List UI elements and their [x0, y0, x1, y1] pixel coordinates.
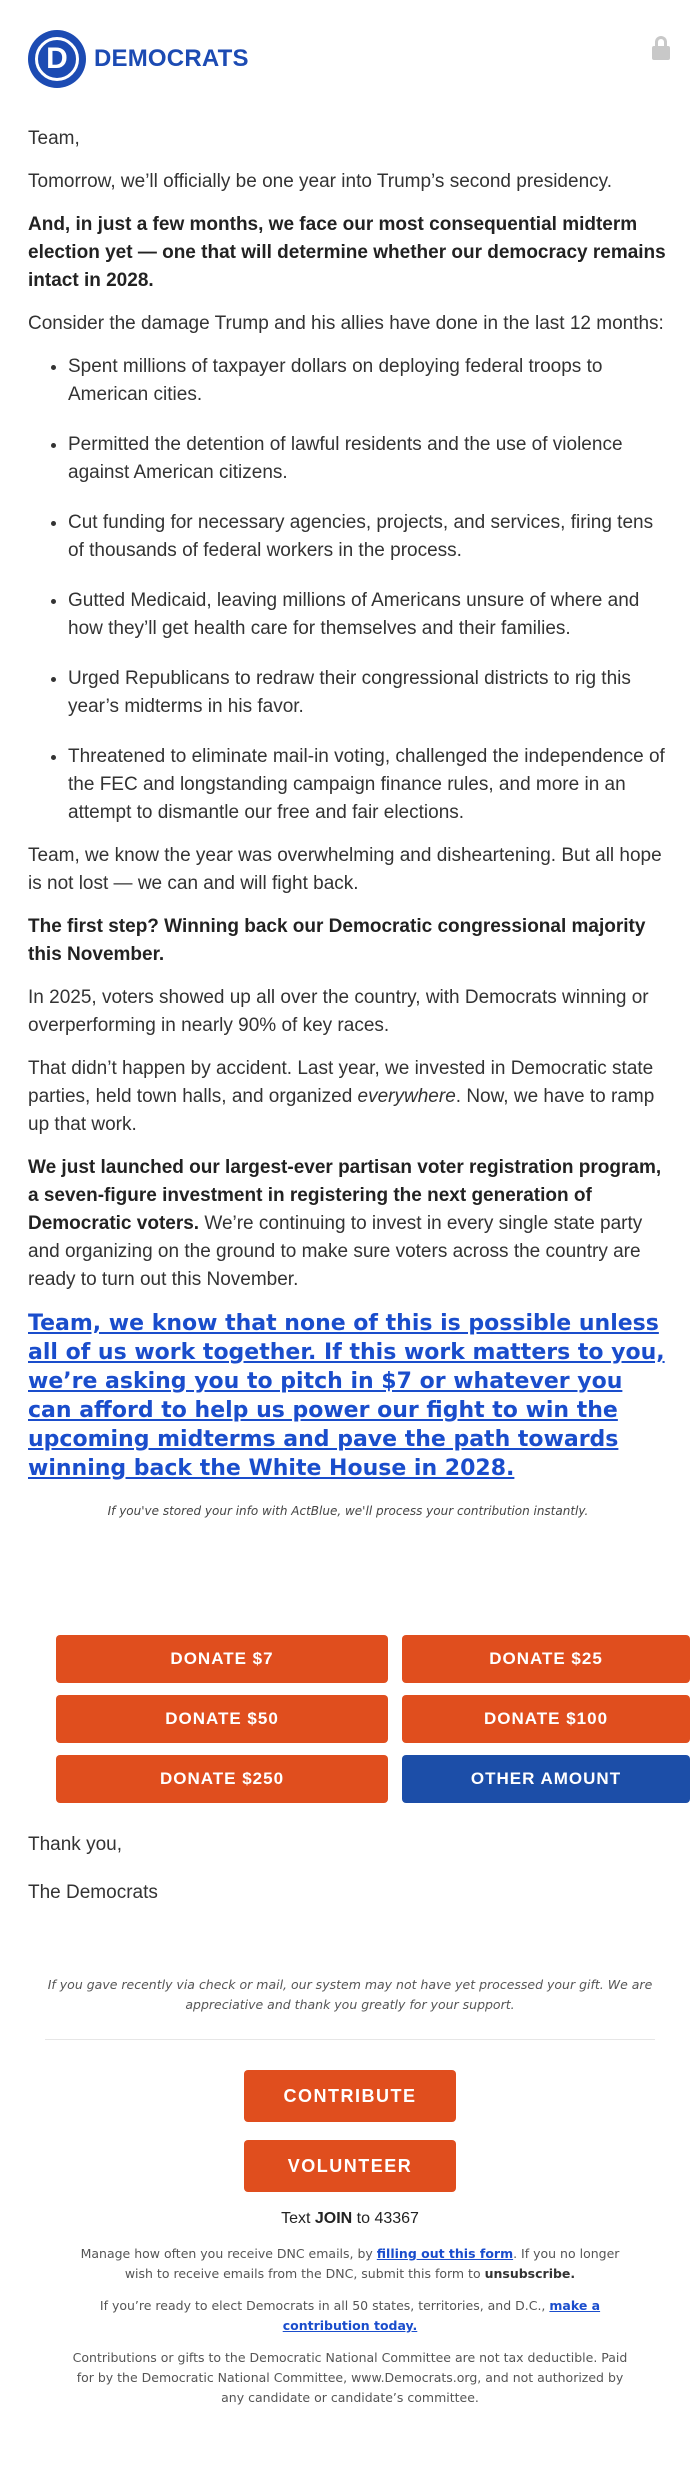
donate-25-button[interactable]: DONATE $25 — [402, 1635, 690, 1683]
voters-paragraph: In 2025, voters showed up all over the country, with Democrats winning or overperforming in nearly 90% of key races. — [28, 987, 649, 1036]
elect-democrats-text: If you’re ready to elect Democrats in all 50 states, territories, and D.C., make a contribution today. — [99, 2298, 601, 2333]
democrats-logo[interactable] — [28, 30, 249, 88]
gift-disclaimer: If you gave recently via check or mail, our system may not have yet processed your gift. We are appreciative and thank you greatly for your support. — [47, 1977, 653, 2012]
text-join-line: Text JOIN to 43367 — [281, 2210, 419, 2227]
logo-wordmark: DEMOCRATS — [94, 45, 249, 72]
legal-disclaimer: Contributions or gifts to the Democratic National Committee are not tax deductible. Paid for by the Democratic National Committee, www.Democrats.org, and not authorized by any candidate or candidate’s committee. — [72, 2350, 628, 2405]
contribute-button[interactable]: CONTRIBUTE — [244, 2070, 456, 2122]
damage-list — [68, 353, 668, 827]
greeting: Team, — [28, 128, 80, 149]
list-item: • Spent millions of taxpayer dollars on deploying federal troops to American cities. — [68, 353, 668, 409]
list-item: • Threatened to eliminate mail-in voting, challenged the independence of the FEC and longstanding campaign finance rules, and more in an attempt to dismantle our free and fair elections. — [68, 743, 668, 827]
manage-emails-text: Manage how often you receive DNC emails, by filling out this form. If you no longer wish to receive emails from the DNC, submit this form to unsubscribe. — [80, 2246, 620, 2281]
damage-intro: Consider the damage Trump and his allies have done in the last 12 months: — [28, 313, 664, 334]
actblue-note: If you've stored your info with ActBlue, we'll process your contribution instantly. — [107, 1504, 589, 1518]
hope-paragraph: Team, we know the year was overwhelming and disheartening. But all hope is not lost — we can and will fight back. — [28, 845, 662, 894]
list-item: • Urged Republicans to redraw their congressional districts to rig this year’s midterms in his favor. — [68, 665, 668, 721]
donate-100-button[interactable]: DONATE $100 — [402, 1695, 690, 1743]
democrats-d-icon — [28, 30, 86, 88]
email-footer — [0, 1975, 700, 2420]
first-step-paragraph: The first step? Winning back our Democratic congressional majority this November. — [28, 916, 646, 965]
unsubscribe-link[interactable]: unsubscribe. — [484, 2266, 576, 2281]
logo-letter: D — [35, 37, 79, 81]
donate-section — [28, 1635, 668, 1927]
donate-250-button[interactable]: DONATE $250 — [56, 1755, 388, 1803]
list-item: • Cut funding for necessary agencies, projects, and services, firing tens of thousands of federal workers in the process. — [68, 509, 668, 565]
midterm-paragraph: And, in just a few months, we face our most consequential midterm election yet — one that will determine whether our democracy remains intact in 2028. — [28, 214, 666, 291]
thank-you-text: Thank you, — [28, 1834, 122, 1855]
lock-icon — [652, 36, 670, 60]
email-header — [0, 0, 700, 120]
manage-form-link[interactable]: filling out this form — [376, 2246, 514, 2261]
donation-appeal-link[interactable]: Team, we know that none of this is possible unless all of us work together. If this work matters to you, we’re asking you to pitch in $7 or whatever you can afford to help us power our fight to win the upcoming midterms and pave the path towards winning back the White House in 2028. — [28, 1311, 665, 1481]
list-item: • Gutted Medicaid, leaving millions of Americans unsure of where and how they’ll get health care for themselves and their families. — [68, 587, 668, 643]
make-contribution-link[interactable]: make a contribution today. — [282, 2298, 601, 2333]
signature: The Democrats — [28, 1882, 158, 1903]
list-item: • Permitted the detention of lawful residents and the use of violence against American citizens. — [68, 431, 668, 487]
accident-paragraph: That didn’t happen by accident. Last year, we invested in Democratic state parties, held town halls, and organized everywhere. Now, we have to ramp up that work. — [28, 1058, 655, 1135]
other-amount-button[interactable]: OTHER AMOUNT — [402, 1755, 690, 1803]
intro-paragraph: Tomorrow, we’ll officially be one year into Trump’s second presidency. — [28, 171, 612, 192]
footer-divider — [45, 2039, 655, 2040]
donate-7-button[interactable]: DONATE $7 — [56, 1635, 388, 1683]
volunteer-button[interactable]: VOLUNTEER — [244, 2140, 456, 2192]
signoff — [28, 1831, 668, 1907]
donate-50-button[interactable]: DONATE $50 — [56, 1695, 388, 1743]
email-body — [28, 125, 668, 1537]
donate-button-grid — [56, 1635, 640, 1803]
registration-paragraph: We just launched our largest-ever partisan voter registration program, a seven-figure investment in registering the next generation of Democratic voters. We’re continuing to invest in every single state party and organizing on the ground to make sure voters across the country are ready to turn out this November. — [28, 1157, 662, 1290]
